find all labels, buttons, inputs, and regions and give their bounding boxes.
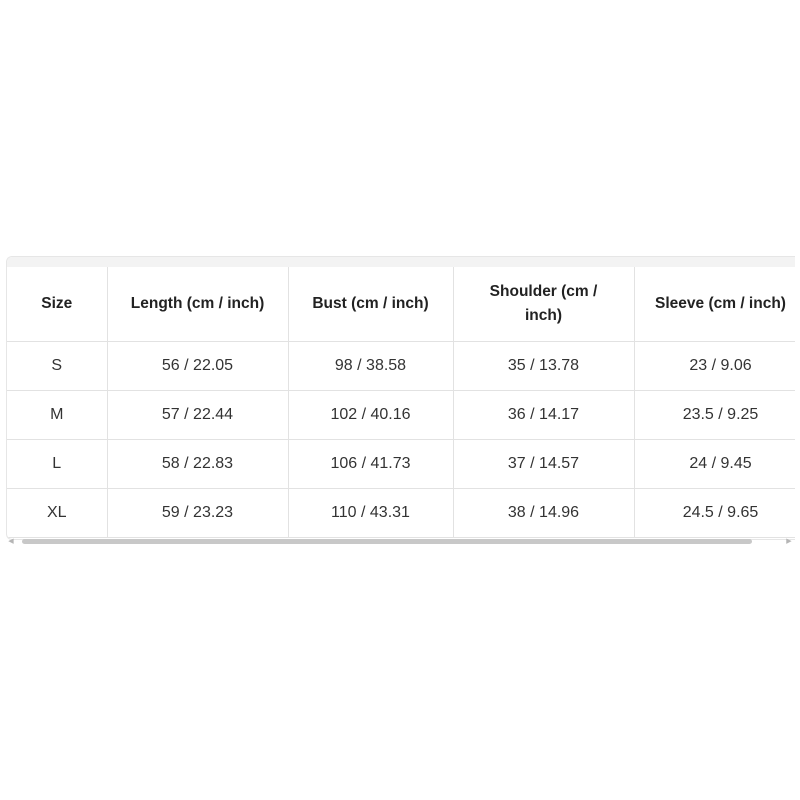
cell-sleeve: 23 / 9.06 (634, 341, 795, 390)
header-bust: Bust (cm / inch) (288, 267, 453, 341)
cell-bust: 106 / 41.73 (288, 439, 453, 488)
cell-sleeve: 23.5 / 9.25 (634, 390, 795, 439)
cell-length: 59 / 23.23 (107, 488, 288, 537)
cell-size: XL (7, 488, 107, 537)
cell-length: 56 / 22.05 (107, 341, 288, 390)
cell-sleeve: 24 / 9.45 (634, 439, 795, 488)
cell-bust: 102 / 40.16 (288, 390, 453, 439)
cell-shoulder: 37 / 14.57 (453, 439, 634, 488)
cell-size: M (7, 390, 107, 439)
header-length: Length (cm / inch) (107, 267, 288, 341)
cell-shoulder: 35 / 13.78 (453, 341, 634, 390)
scroll-right-arrow-icon[interactable]: ▶ (786, 538, 792, 545)
scrollbar-thumb[interactable] (22, 539, 752, 544)
size-chart-container (6, 256, 795, 540)
table-header-row (7, 267, 795, 341)
cell-sleeve: 24.5 / 9.65 (634, 488, 795, 537)
cell-size: L (7, 439, 107, 488)
size-chart-scroll-area[interactable] (7, 257, 795, 539)
horizontal-scrollbar[interactable] (6, 538, 794, 546)
cell-bust: 110 / 43.31 (288, 488, 453, 537)
cell-length: 58 / 22.83 (107, 439, 288, 488)
table-row (7, 488, 795, 537)
cell-size: S (7, 341, 107, 390)
cell-length: 57 / 22.44 (107, 390, 288, 439)
table-row (7, 439, 795, 488)
scroll-left-arrow-icon[interactable]: ◀ (8, 538, 14, 545)
size-chart-table (7, 267, 795, 538)
cell-shoulder: 36 / 14.17 (453, 390, 634, 439)
header-size: Size (7, 267, 107, 341)
table-row (7, 341, 795, 390)
header-sleeve: Sleeve (cm / inch) (634, 267, 795, 341)
cell-shoulder: 38 / 14.96 (453, 488, 634, 537)
cell-bust: 98 / 38.58 (288, 341, 453, 390)
table-row (7, 390, 795, 439)
header-shoulder: Shoulder (cm / inch) (453, 267, 634, 341)
